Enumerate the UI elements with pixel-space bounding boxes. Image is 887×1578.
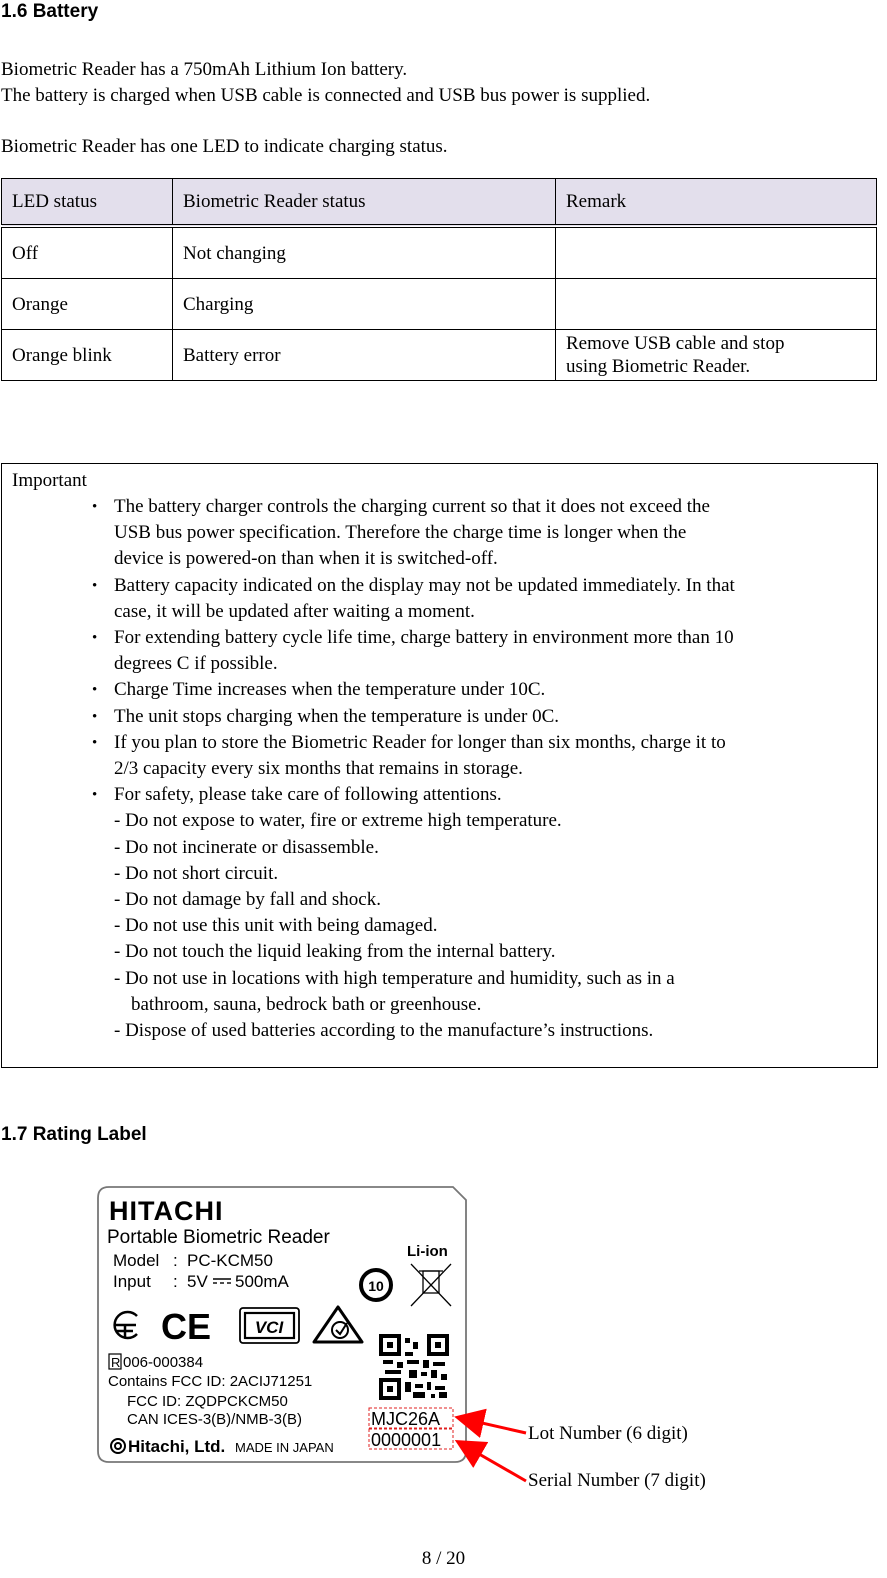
list-item <box>92 730 866 782</box>
label-model-key: Model <box>113 1251 160 1270</box>
item-line: degrees C if possible. <box>114 653 278 675</box>
can-ices: CAN ICES-3(B)/NMB-3(B) <box>127 1411 303 1428</box>
label-made-in: MADE IN JAPAN <box>235 1440 334 1455</box>
item-line: For extending battery cycle life time, charge battery in environment more than 10 <box>114 627 734 649</box>
remark-line: using Biometric Reader. <box>566 356 751 377</box>
important-notice-box <box>1 463 878 1068</box>
list-item <box>92 677 866 703</box>
cell-led: Off <box>2 226 173 279</box>
item-line: The unit stops charging when the temperature is under 0C. <box>114 705 559 727</box>
lot-arrow-icon <box>460 1418 526 1433</box>
bullet-icon: • <box>92 787 98 804</box>
label-model-sep: : <box>173 1251 178 1270</box>
cell-status: Not changing <box>173 226 556 279</box>
qr-code <box>379 1334 449 1400</box>
cell-remark <box>556 279 877 330</box>
safety-line: - Dispose of used batteries according to the manufacture’s instructions. <box>114 1020 654 1042</box>
safety-line: - Do not use in locations with high temperature and humidity, such as in a <box>114 967 675 989</box>
item-line: The battery charger controls the charging current so that it does not exceed the <box>114 496 710 517</box>
label-model-value: PC-KCM50 <box>187 1251 273 1270</box>
bullet-icon: • <box>92 630 98 647</box>
radio-cert-mark: R <box>111 1355 121 1370</box>
item-line: For safety, please take care of following attentions. <box>114 784 502 806</box>
bullet-icon: • <box>92 499 98 515</box>
serial-number: 0000001 <box>371 1430 442 1450</box>
bullet-icon: • <box>92 708 98 725</box>
table-header-row <box>2 179 877 227</box>
radio-cert-number: 006-000384 <box>123 1354 204 1371</box>
label-input-sep: : <box>173 1272 178 1291</box>
section-heading-battery: 1.6 Battery <box>1 1 99 22</box>
column-header-led: LED status <box>2 179 173 227</box>
list-item <box>92 782 866 1044</box>
important-title: Important <box>12 470 87 491</box>
column-header-remark: Remark <box>556 179 877 227</box>
label-input-key: Input <box>113 1272 151 1291</box>
safety-line: - Do not short circuit. <box>114 862 279 884</box>
item-line: 2/3 capacity every six months that remains in storage. <box>114 758 523 780</box>
cell-remark <box>556 226 877 279</box>
battery-intro-line2: The battery is charged when USB cable is connected and USB bus power is supplied. <box>1 85 651 106</box>
safety-line: - Do not use this unit with being damaged. <box>114 915 438 937</box>
safety-line: - Do not damage by fall and shock. <box>114 889 381 911</box>
safety-line: - Do not touch the liquid leaking from the internal battery. <box>114 941 556 963</box>
cell-remark <box>556 330 877 381</box>
important-list <box>92 494 866 1044</box>
contains-fcc-id: Contains FCC ID: 2ACIJ71251 <box>108 1373 313 1390</box>
item-line: case, it will be updated after waiting a moment. <box>114 600 475 622</box>
bullet-icon: • <box>92 577 98 594</box>
list-item <box>92 625 866 677</box>
list-item <box>92 494 866 573</box>
item-line: USB bus power specification. Therefore the charge time is longer when the <box>114 522 687 544</box>
cell-status: Battery error <box>173 330 556 381</box>
led-intro: Biometric Reader has one LED to indicate charging status. <box>1 136 448 157</box>
column-header-reader-status: Biometric Reader status <box>173 179 556 227</box>
serial-number-annotation: Serial Number (7 digit) <box>528 1470 706 1491</box>
item-line: If you plan to store the Biometric Reader for longer than six months, charge it to <box>114 731 726 753</box>
item-line: Battery capacity indicated on the display may not be updated immediately. In that <box>114 574 735 596</box>
safety-line: bathroom, sauna, bedrock bath or greenhouse. <box>131 993 482 1015</box>
lot-number: MJC26A <box>371 1409 441 1429</box>
led-status-table <box>1 178 877 381</box>
serial-arrow-icon <box>460 1443 526 1481</box>
table-row <box>2 226 877 279</box>
label-input-amps: 500mA <box>235 1272 289 1291</box>
battery-intro-line1: Biometric Reader has a 750mAh Lithium Ion battery. <box>1 59 408 80</box>
safety-line: - Do not expose to water, fire or extreme high temperature. <box>114 810 562 832</box>
ce-mark-icon: CE <box>161 1306 212 1347</box>
table-row <box>2 330 877 381</box>
table-row <box>2 279 877 330</box>
li-ion-text: Li-ion <box>407 1243 448 1260</box>
bullet-icon: • <box>92 734 98 751</box>
label-brand: HITACHI <box>109 1196 224 1226</box>
safety-line: - Do not incinerate or disassemble. <box>114 836 379 858</box>
list-item <box>92 704 866 730</box>
annotation-arrows <box>450 1405 540 1495</box>
rating-label-image <box>97 1186 467 1464</box>
bullet-icon: • <box>92 682 98 699</box>
label-input-volts: 5V <box>187 1272 208 1291</box>
section-heading-rating-label: 1.7 Rating Label <box>1 1124 147 1145</box>
remark-line: Remove USB cable and stop <box>566 333 785 354</box>
label-product: Portable Biometric Reader <box>107 1227 330 1248</box>
list-item <box>92 573 866 625</box>
item-line: device is powered-on than when it is switched-off. <box>114 548 498 570</box>
fcc-id: FCC ID: ZQDPCKCM50 <box>127 1393 288 1410</box>
svg-text:10: 10 <box>368 1278 384 1294</box>
label-maker: Hitachi, Ltd. <box>128 1437 226 1456</box>
svg-text:VCI: VCI <box>254 1318 284 1337</box>
cell-led: Orange <box>2 279 173 330</box>
cell-led: Orange blink <box>2 330 173 381</box>
cell-status: Charging <box>173 279 556 330</box>
page-number: 8 / 20 <box>421 1548 466 1569</box>
item-line: Charge Time increases when the temperature under 10C. <box>114 679 546 701</box>
lot-number-annotation: Lot Number (6 digit) <box>528 1423 688 1444</box>
